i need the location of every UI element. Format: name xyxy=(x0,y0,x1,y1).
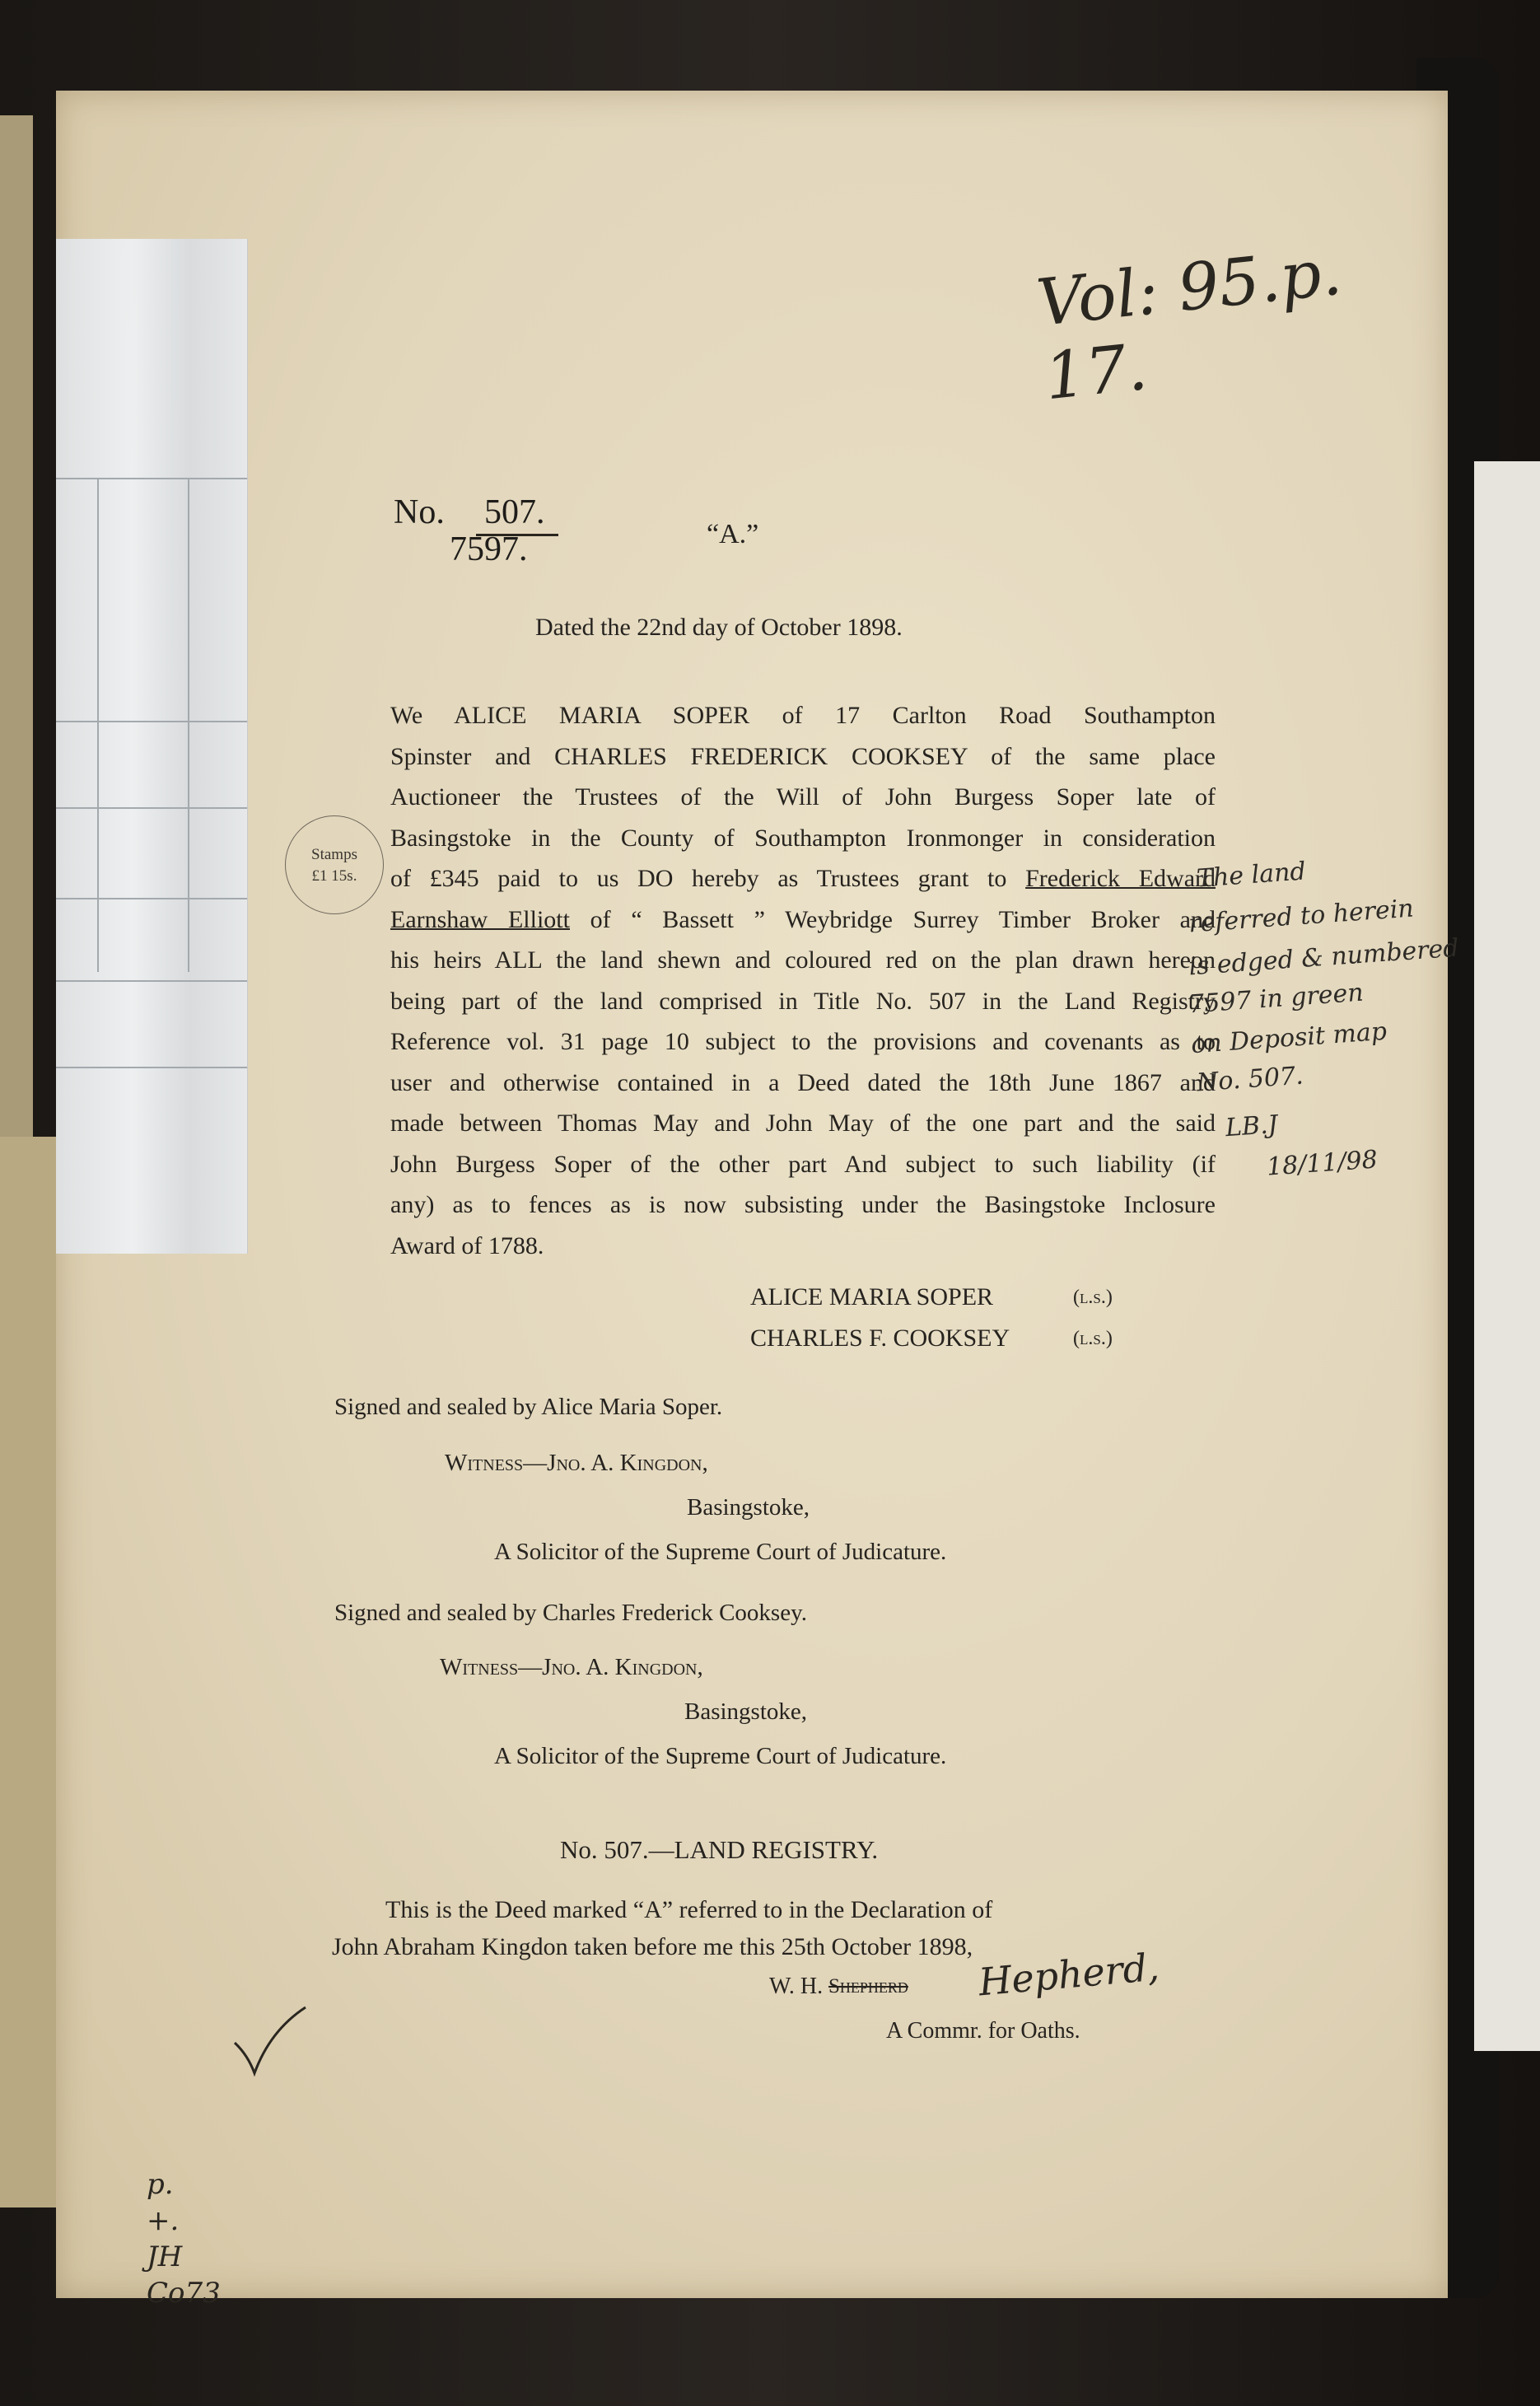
witness-role: A Solicitor of the Supreme Court of Judicature. xyxy=(494,1743,947,1769)
tracing-line xyxy=(56,980,247,982)
commissioner-initials: W. H. xyxy=(769,1974,824,1999)
tracing-line xyxy=(188,478,189,972)
commissioner-title: A Commr. for Oaths. xyxy=(886,2018,1080,2044)
witness-line: Witness—Jno. A. Kingdon, xyxy=(445,1450,708,1476)
signature-cooksey: CHARLES F. COOKSEY xyxy=(750,1324,1010,1352)
deed-body-line: Earnshaw Elliott of “ Bassett ” Weybridge Surrey Timber Broker and xyxy=(390,905,1216,933)
seal-mark: (l.s.) xyxy=(1073,1287,1113,1308)
registry-heading: No. 507.—LAND REGISTRY. xyxy=(560,1835,879,1864)
date-line: Dated the 22nd day of October 1898. xyxy=(535,614,903,641)
margin-note-line: referred to herein xyxy=(1188,894,1415,939)
title-number: 507. xyxy=(484,493,545,531)
witness-role: A Solicitor of the Supreme Court of Judicature. xyxy=(494,1539,947,1565)
deed-body-line: being part of the land comprised in Title No. 507 in the Land Registry xyxy=(390,987,1216,1015)
deed-body-line: any) as to fences as is now subsisting under the Basingstoke Inclosure xyxy=(390,1191,1216,1218)
deed-body-line: his heirs ALL the land shewn and coloured red on the plan drawn hereon xyxy=(390,946,1216,974)
stamp-label: Stamps xyxy=(311,846,357,863)
deed-body-line: Award of 1788. xyxy=(390,1231,544,1259)
witness-place: Basingstoke, xyxy=(687,1494,810,1521)
deed-body-line: user and otherwise contained in a Deed dated the 18th June 1867 and xyxy=(390,1068,1216,1096)
deed-body-line: Auctioneer the Trustees of the Will of John Burgess Soper late of xyxy=(390,783,1216,811)
commissioner-signature: Hepherd, xyxy=(977,1944,1161,2005)
deed-body-line: Spinster and CHARLES FREDERICK COOKSEY of the same place xyxy=(390,742,1216,770)
registry-text: This is the Deed marked “A” referred to in the Declaration of xyxy=(385,1896,993,1923)
margin-note-line: 18/11/98 xyxy=(1265,1145,1379,1182)
exhibit-label: “A.” xyxy=(707,519,759,549)
margin-note-line: 7597 in green xyxy=(1188,978,1365,1020)
plot-number: 7597. xyxy=(450,530,528,568)
deed-body-line: made between Thomas May and John May of the one part and the said xyxy=(390,1110,1216,1137)
deed-body-line: We ALICE MARIA SOPER of 17 Carlton Road Southampton xyxy=(390,702,1216,729)
deed-body-line: Basingstoke in the County of Southampton Ironmonger in consideration xyxy=(390,824,1216,852)
margin-note-line: LB.J xyxy=(1224,1110,1279,1143)
tracing-line xyxy=(56,478,247,479)
margin-note-line: No. 507. xyxy=(1195,1061,1304,1098)
tracing-paper-overlay xyxy=(56,239,248,1254)
tracing-line xyxy=(97,478,99,972)
scribble-line: JH xyxy=(147,2240,183,2273)
witness-place: Basingstoke, xyxy=(684,1698,808,1725)
witness-line: Witness—Jno. A. Kingdon, xyxy=(440,1654,703,1680)
margin-note-line: is edged & numbered xyxy=(1188,933,1460,982)
deed-body-line: of £345 paid to us DO hereby as Trustees grant to Frederick Edward xyxy=(390,865,1216,892)
tracing-line xyxy=(56,898,247,899)
number-label: No. xyxy=(394,493,445,531)
scribble-line: p. xyxy=(147,2168,174,2201)
tracing-line xyxy=(56,807,247,809)
seal-mark: (l.s.) xyxy=(1073,1328,1113,1349)
background-strip xyxy=(1474,461,1540,2051)
tracing-line xyxy=(56,721,247,722)
deed-body-line: Reference vol. 31 page 10 subject to the provisions and covenants as to xyxy=(390,1028,1216,1055)
execution-clause: Signed and sealed by Alice Maria Soper. xyxy=(334,1394,723,1420)
stamp-amount: £1 15s. xyxy=(311,867,357,885)
execution-clause: Signed and sealed by Charles Frederick Cooksey. xyxy=(334,1600,807,1626)
grantee-name: Earnshaw Elliott xyxy=(390,905,570,933)
tracing-line xyxy=(56,1067,247,1068)
check-mark-icon xyxy=(233,2006,307,2080)
grantee-name: Frederick Edward xyxy=(1025,865,1216,892)
signature-soper: ALICE MARIA SOPER xyxy=(750,1283,994,1310)
scribble-line: +. xyxy=(147,2204,180,2237)
stamp-duty-seal xyxy=(285,815,384,914)
deed-body-line: John Burgess Soper of the other part And subject to such liability (if xyxy=(390,1150,1216,1178)
scribble-line: Co73 xyxy=(147,2277,221,2310)
margin-note-line: The land xyxy=(1195,857,1307,894)
registry-text: John Abraham Kingdon taken before me this 25th October 1898, xyxy=(332,1933,973,1960)
deed-page xyxy=(56,91,1460,2310)
left-page-stack xyxy=(0,1137,58,2207)
commissioner-printed-name: Shepherd xyxy=(828,1975,908,1997)
corner-scribble xyxy=(147,2166,221,2311)
handwritten-volume-ref: Vol: 95.p. 17. xyxy=(1033,235,1346,415)
margin-note-line: on Deposit map xyxy=(1190,1016,1388,1060)
document-number xyxy=(394,493,545,568)
